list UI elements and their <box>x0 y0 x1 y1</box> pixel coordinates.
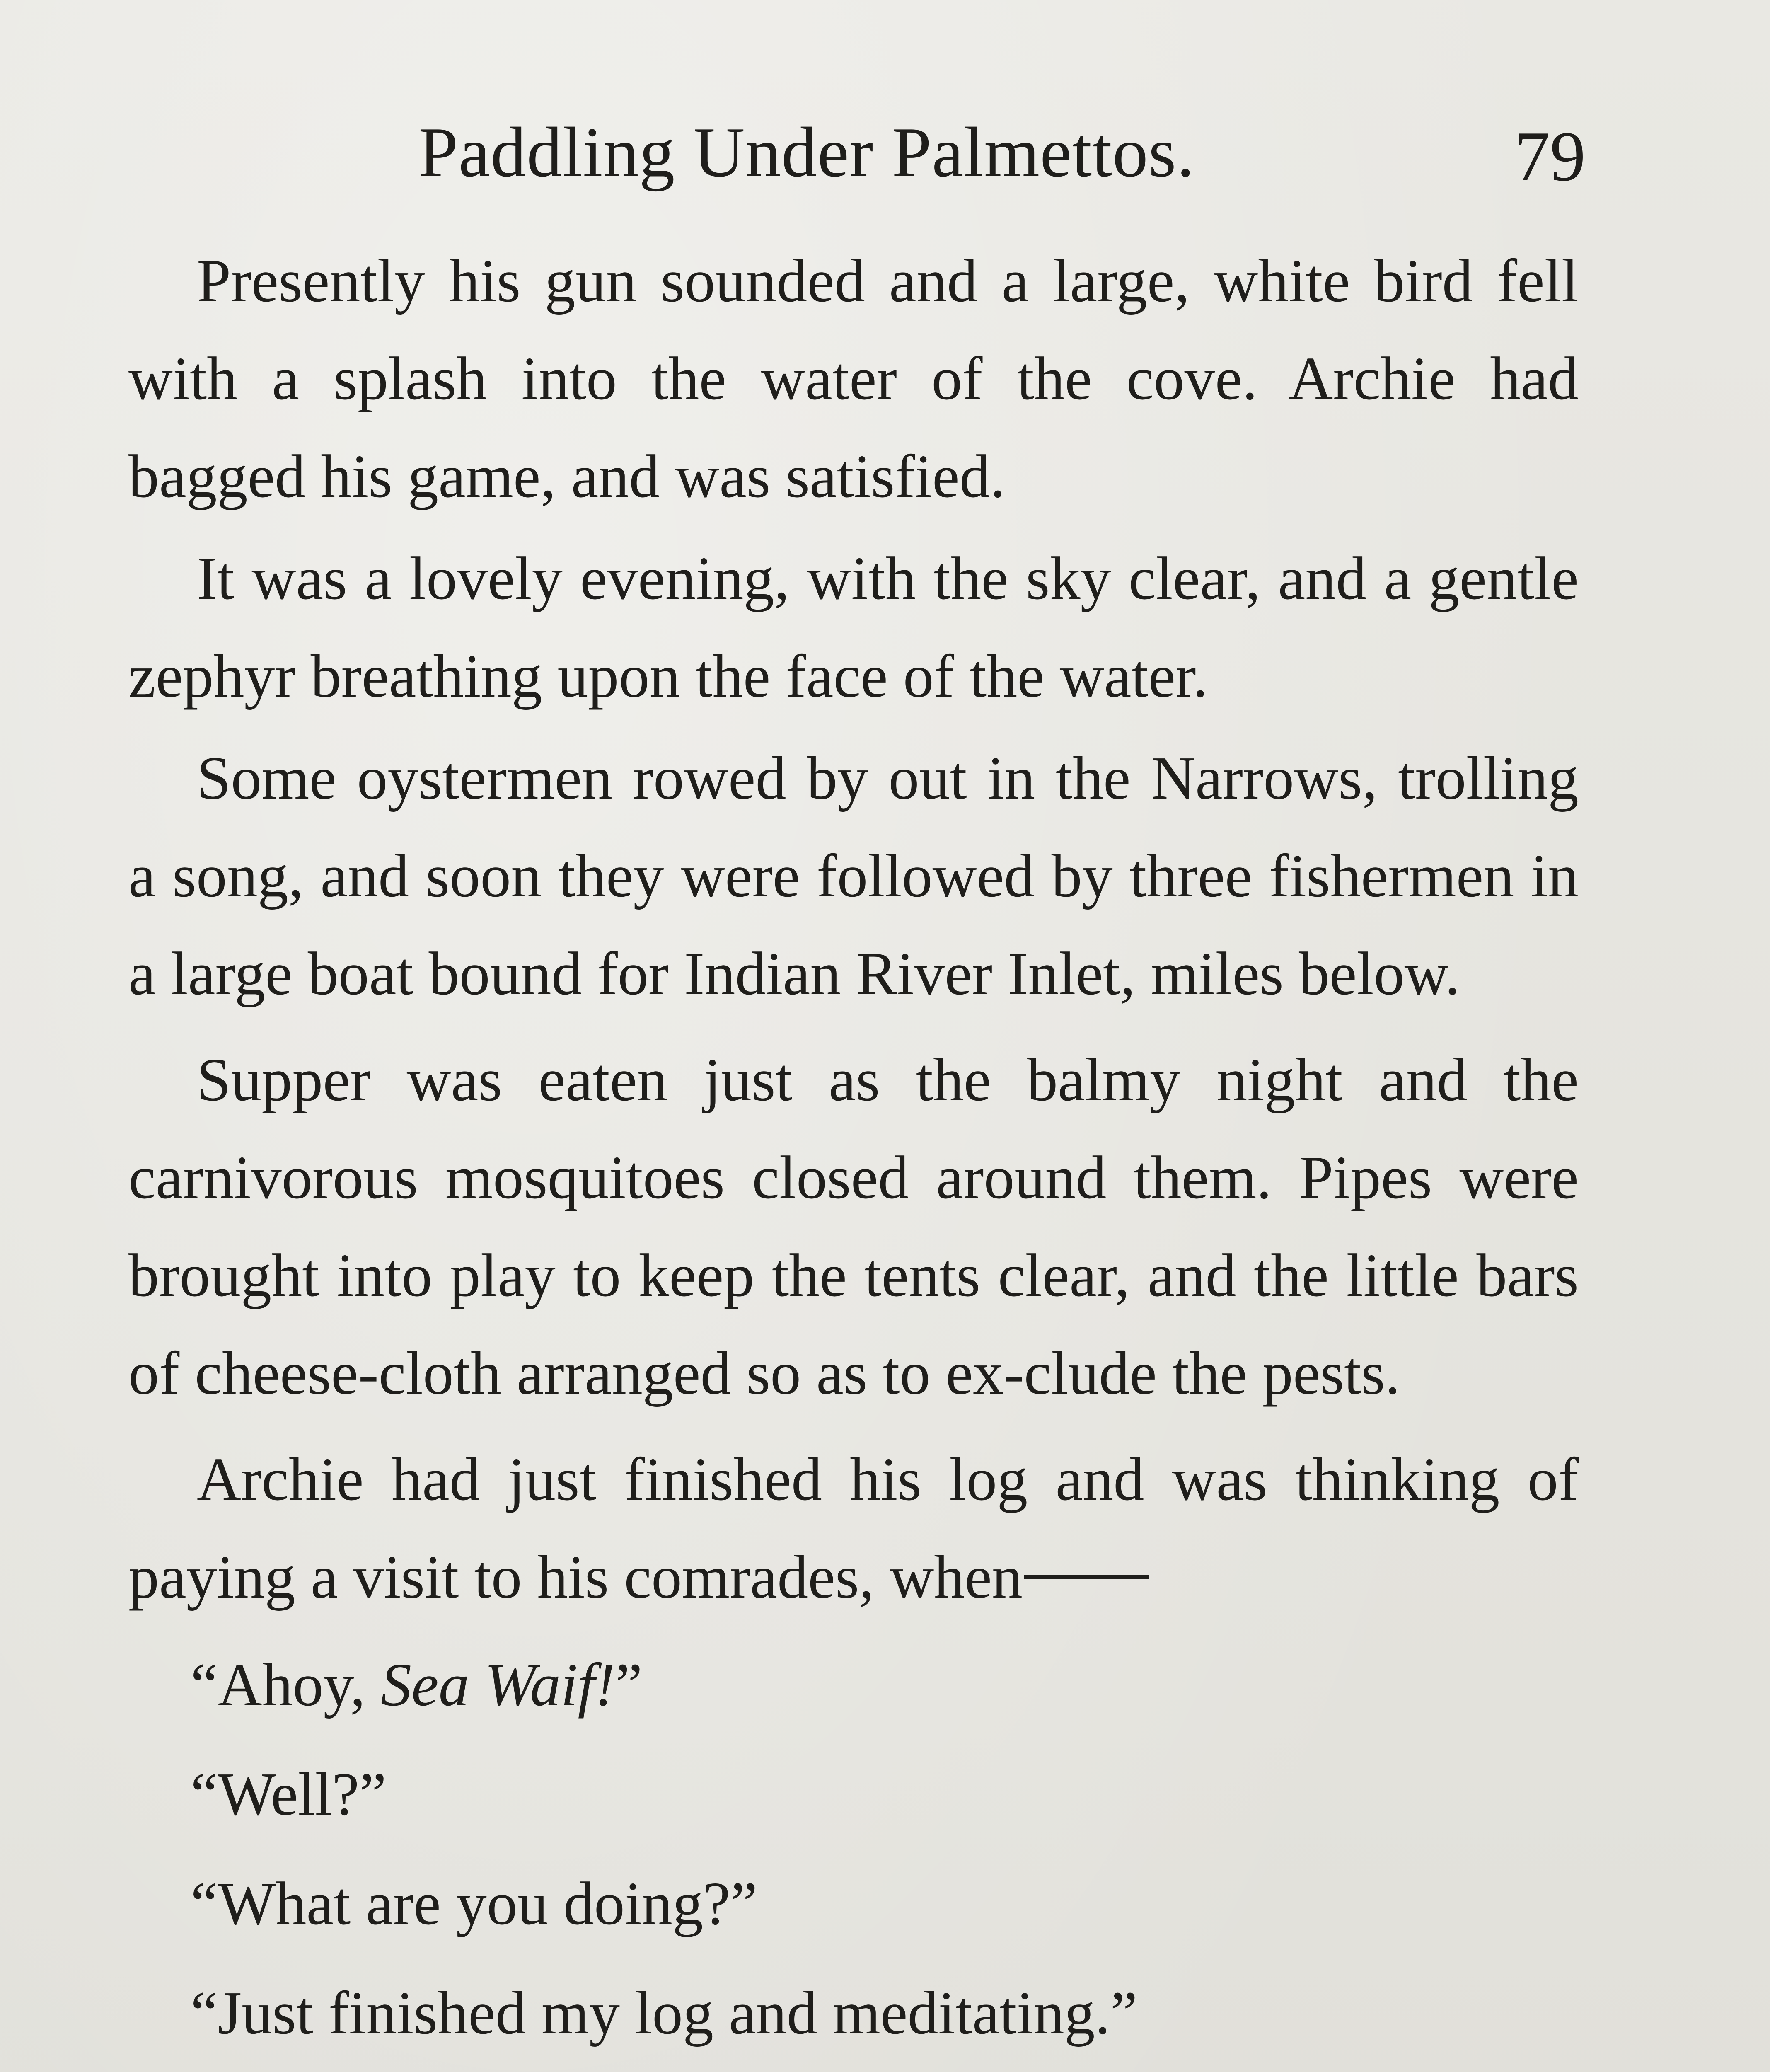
page-body <box>128 232 1579 2072</box>
dialogue-line <box>128 1630 1579 1740</box>
paragraph: Supper was eaten just as the balmy night and the carnivorous mosquitoes closed around them. Pipes were brought into play to keep the tents clear, and the little bars of cheese-cloth arranged so as to ex-clude the pests. <box>128 1046 1579 1407</box>
paragraph-text: Archie had just finished his log and was thinking of paying a visit to his comrades, when <box>128 1445 1579 1611</box>
paragraph: Presently his gun sounded and a large, white bird fell with a splash into the water of the cove. Archie had bagged his game, and was satisfied. <box>128 247 1579 511</box>
paragraph: Some oystermen rowed by out in the Narrows, trolling a song, and soon they were followed by three fishermen in a large boat bound for Indian River Inlet, miles below. <box>128 744 1579 1008</box>
dialogue-line <box>128 2068 1579 2072</box>
paragraph: It was a lovely evening, with the sky clear, and a gentle zephyr breathing upon the face of the water. <box>128 545 1579 710</box>
page-header <box>0 95 1770 203</box>
dialogue-prefix: “Ahoy, <box>191 1651 381 1719</box>
paragraph-with-dash <box>128 1431 1579 1626</box>
dialogue-suffix: ” <box>615 1651 643 1719</box>
running-title: Paddling Under Palmettos. <box>418 113 1195 192</box>
dialogue-line: “Well?” <box>191 1760 387 1828</box>
dialogue-line: “Just finished my log and meditating.” <box>191 1979 1138 2047</box>
page-number: 79 <box>1514 117 1586 196</box>
dialogue-line: “What are you doing?” <box>191 1870 758 1938</box>
boat-name: Sea Waif! <box>380 1651 615 1719</box>
em-dash-rule <box>1024 1575 1149 1579</box>
